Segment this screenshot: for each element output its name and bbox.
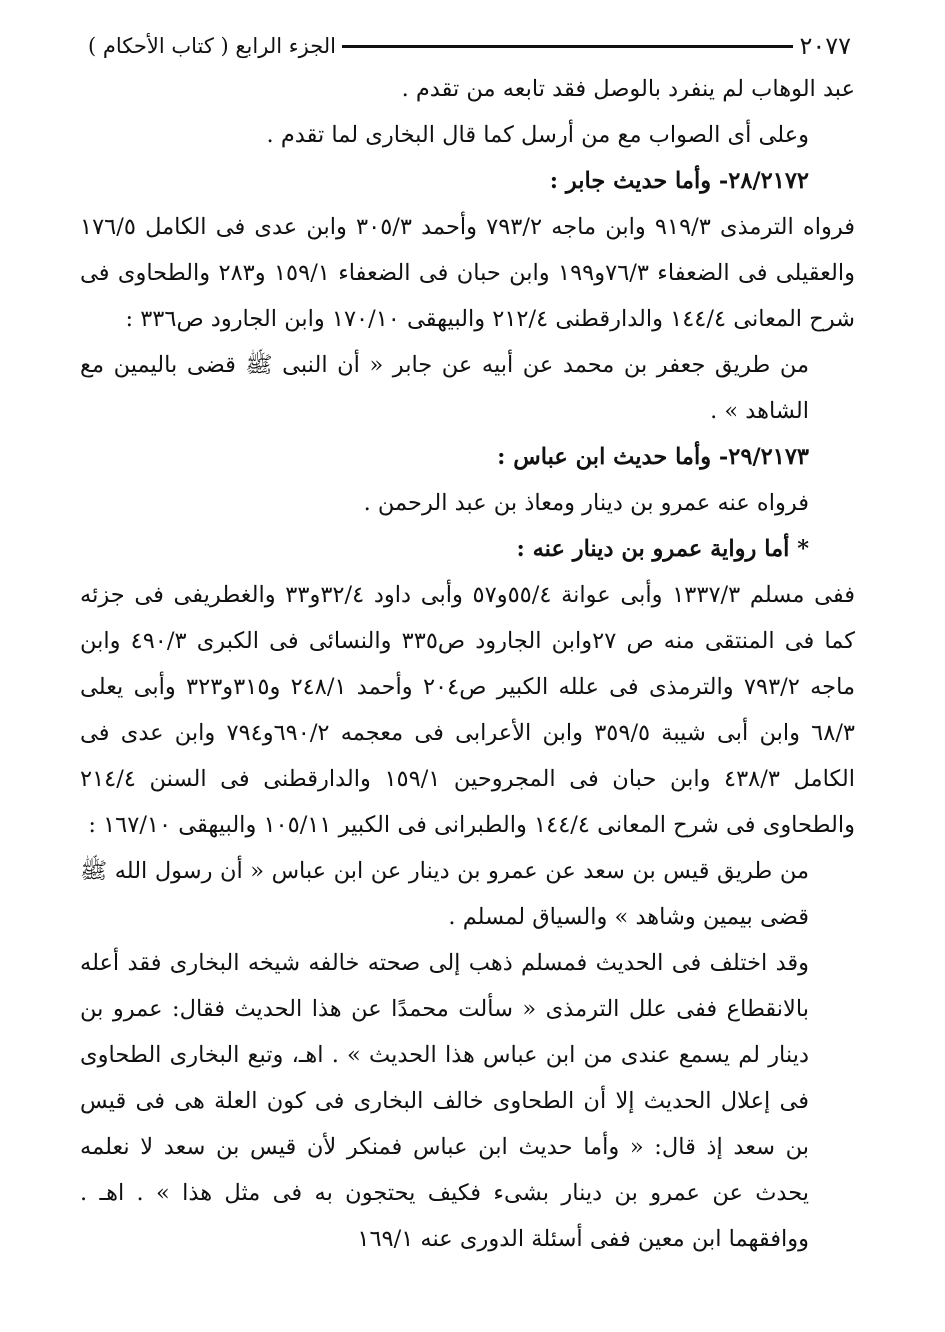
paragraph: ففى مسلم ١٣٣٧/٣ وأبى عوانة ٥٥/٤و٥٧ وأبى داود ٣٢/٤و٣٣ والغطريفى فى جزئه كما فى المنتقى منه ص ٢٧وابن الجارود ص٣٣٥ والنسائى فى الكبرى ٤٩٠/٣ وابن ماجه ٧٩٣/٢ والترمذى فى علله الكبير ص٢٠٤ وأحمد ٢٤٨/١ و٣١٥و٣٢٣ وأبى يعلى ٦٨/٣ وابن أبى شيبة ٣٥٩/٥ وابن الأعرابى فى معجمه ٦٩٠/٢و٧٩٤ وابن عدى فى الكامل ٤٣٨/٣ وابن حبان فى المجروحين ١٥٩/١ والدارقطنى فى السنن ٢١٤/٤ والطحاوى فى شرح المعانى ١٤٤/٤ والطبرانى فى الكبير ١٠٥/١١ والبيهقى ١٦٧/١٠ : <box>80 582 856 838</box>
paragraph: من طريق قيس بن سعد عن عمرو بن دينار عن ابن عباس « أن رسول الله ﷺ قضى بيمين وشاهد » والسياق لمسلم . <box>80 858 809 930</box>
paragraph: فرواه عنه عمرو بن دينار ومعاذ بن عبد الرحمن . <box>363 490 809 516</box>
section-heading: ٢٨/٢١٧٢- وأما حديث جابر : <box>549 168 809 194</box>
section-heading: * أما رواية عمرو بن دينار عنه : <box>516 536 809 562</box>
running-title: الجزء الرابع ( كتاب الأحكام ) <box>88 34 336 58</box>
page-body <box>80 66 855 1262</box>
page-header <box>80 26 855 66</box>
paragraph: عبد الوهاب لم ينفرد بالوصل فقد تابعه من تقدم . <box>401 76 855 102</box>
paragraph: وعلى أى الصواب مع من أرسل كما قال البخارى لما تقدم . <box>266 122 809 148</box>
paragraph: فرواه الترمذى ٩١٩/٣ وابن ماجه ٧٩٣/٢ وأحمد ٣٠٥/٣ وابن عدى فى الكامل ١٧٦/٥ والعقيلى فى الضعفاء ٧٦/٣و١٩٩ وابن حبان فى الضعفاء ١٥٩/١ و٢٨٣ والطحاوى فى شرح المعانى ١٤٤/٤ والدارقطنى ٢١٢/٤ والبيهقى ١٧٠/١٠ وابن الجارود ص٣٣٦ : <box>80 214 855 332</box>
section-heading: ٢٩/٢١٧٣- وأما حديث ابن عباس : <box>497 444 809 470</box>
paragraph: من طريق جعفر بن محمد عن أبيه عن جابر « أن النبى ﷺ قضى باليمين مع الشاهد » . <box>80 352 809 424</box>
page-number: ٢٠٧٧ <box>799 32 851 60</box>
paragraph: وقد اختلف فى الحديث فمسلم ذهب إلى صحته خالفه شيخه البخارى فقد أعله بالانقطاع ففى علل الترمذى « سألت محمدًا عن هذا الحديث فقال: عمرو بن دينار لم يسمع عندى من ابن عباس هذا الحديث » . اهـ، وتبع البخارى الطحاوى فى إعلال الحديث إلا أن الطحاوى خالف البخارى فى كون العلة هى فى قيس بن سعد إذ قال: « وأما حديث ابن عباس فمنكر لأن قيس بن سعد لا نعلمه يحدث عن عمرو بن دينار بشىء فكيف يحتجون به فى مثل هذا » . اهـ . ووافقهما ابن معين ففى أسئلة الدورى عنه ١٦٩/١ <box>80 950 809 1252</box>
header-rule <box>342 45 793 48</box>
